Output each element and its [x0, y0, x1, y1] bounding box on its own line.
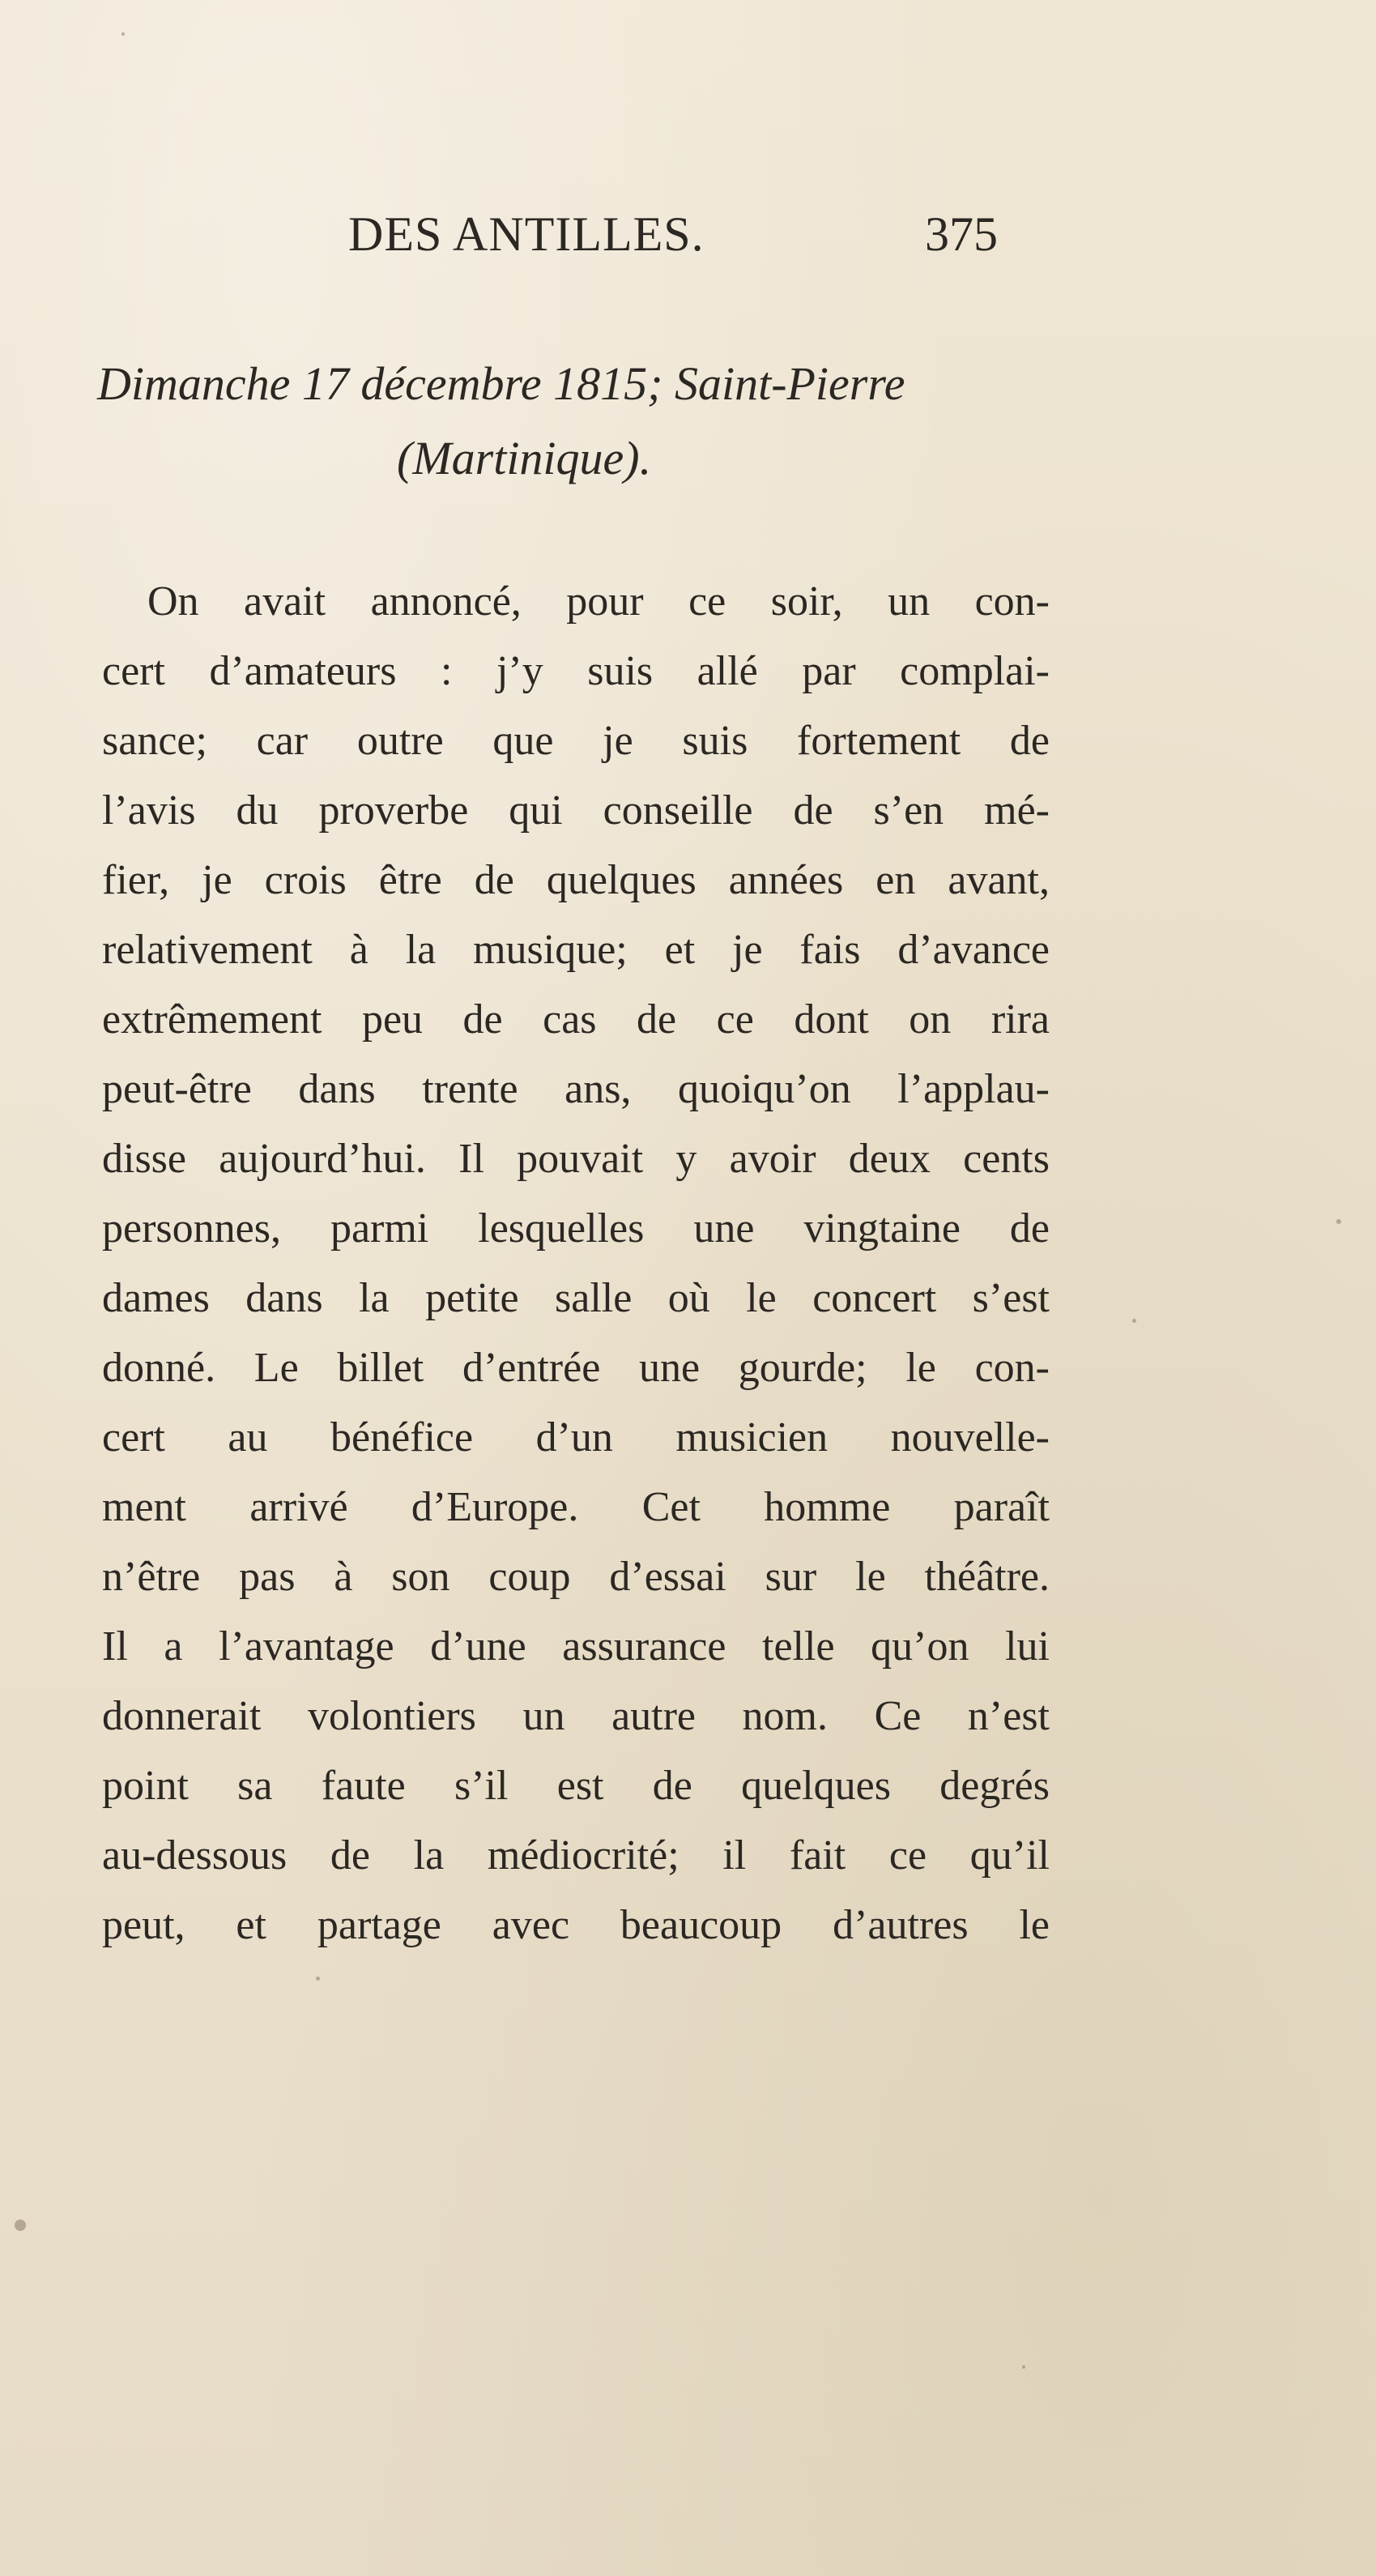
text-line: relativement à la musique; et je fais d’avance: [102, 927, 1050, 973]
text-line: dames dans la petite salle où le concert s’est: [102, 1275, 1050, 1321]
dateline: [97, 347, 1053, 496]
text-line: n’être pas à son coup d’essai sur le théâtre.: [102, 1554, 1050, 1600]
body-text: [102, 567, 1050, 1960]
text-line: extrêmement peu de cas de ce dont on rira: [102, 996, 1050, 1043]
paper-speck: [121, 32, 125, 36]
text-line: disse aujourd’hui. Il pouvait y avoir deux cents: [102, 1136, 1050, 1182]
paper-speck: [1132, 1319, 1136, 1323]
paper-speck: [1336, 1219, 1341, 1224]
text-line: point sa faute s’il est de quelques degrés: [102, 1763, 1050, 1809]
page-number: 375: [925, 207, 998, 261]
text-line: ment arrivé d’Europe. Cet homme paraît: [102, 1484, 1050, 1530]
text-line: On avait annoncé, pour ce soir, un con-: [147, 578, 1050, 625]
text-line: peut, et partage avec beaucoup d’autres le: [102, 1902, 1050, 1948]
text-line: donnerait volontiers un autre nom. Ce n’est: [102, 1693, 1050, 1739]
text-line: Il a l’avantage d’une assurance telle qu’on lui: [102, 1623, 1050, 1670]
text-line: peut-être dans trente ans, quoiqu’on l’applau-: [102, 1066, 1050, 1112]
text-line: au-dessous de la médiocrité; il fait ce qu’il: [102, 1832, 1050, 1879]
text-line: cert d’amateurs : j’y suis allé par complai-: [102, 648, 1050, 694]
text-line: l’avis du proverbe qui conseille de s’en mé-: [102, 787, 1050, 834]
paper-speck: [15, 2220, 26, 2231]
page-header: [0, 207, 1376, 279]
text-line: donné. Le billet d’entrée une gourde; le con-: [102, 1345, 1050, 1391]
text-line: sance; car outre que je suis fortement de: [102, 718, 1050, 764]
paper-speck: [1022, 2365, 1025, 2369]
running-head: DES ANTILLES.: [348, 207, 705, 261]
dateline-line: (Martinique).: [397, 432, 652, 484]
text-line: cert au bénéfice d’un musicien nouvelle-: [102, 1414, 1050, 1461]
dateline-line: Dimanche 17 décembre 1815; Saint-Pierre: [97, 357, 905, 410]
text-line: fier, je crois être de quelques années en avant,: [102, 857, 1050, 903]
paper-speck: [316, 1977, 320, 1981]
text-line: personnes, parmi lesquelles une vingtaine de: [102, 1205, 1050, 1252]
